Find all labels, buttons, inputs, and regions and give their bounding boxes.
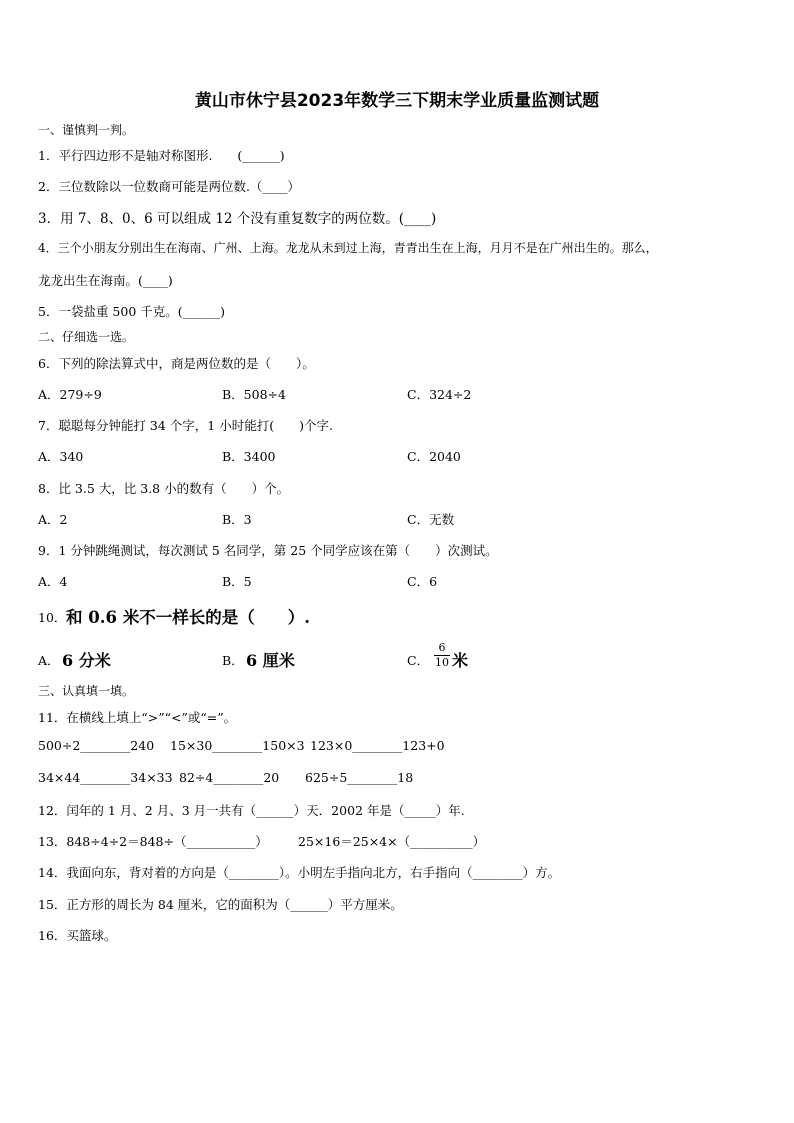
option-10c-unit: 米	[452, 651, 469, 670]
section-heading-1: 一、谨慎判一判。	[38, 123, 135, 137]
compare-item-4: 34×44________34×33	[38, 770, 173, 785]
page-title: 黄山市休宁县2023年数学三下期末学业质量监测试题	[194, 91, 600, 111]
option-7b[interactable]: B．3400	[222, 449, 276, 464]
question-6: 6．下列的除法算式中，商是两位数的是（ ）。	[38, 356, 315, 371]
option-10b-label[interactable]: B．	[222, 653, 244, 668]
option-8c[interactable]: C．无数	[407, 512, 455, 527]
compare-item-6: 625÷5________18	[305, 770, 414, 785]
question-2: 2．三位数除以一位数商可能是两位数.（____）	[38, 179, 300, 194]
option-7a[interactable]: A．340	[38, 449, 84, 464]
option-6a[interactable]: A．279÷9	[38, 387, 102, 402]
question-10-number: 10．	[38, 610, 67, 625]
option-10c-fraction[interactable]	[434, 641, 450, 670]
compare-item-5: 82÷4________20	[179, 770, 280, 785]
question-4-line-2: 龙龙出生在海南。(____)	[38, 273, 173, 288]
question-4-line-1: 4．三个小朋友分别出生在海南、广州、上海。龙龙从未到过上海，青青出生在上海，月月不是在广州出生的。那么，	[38, 241, 658, 255]
question-14: 14．我面向东，背对着的方向是（________）。小明左手指向北方，右手指向（________）方。	[38, 865, 561, 880]
compare-item-2: 15×30________150×3	[170, 738, 305, 753]
question-15: 15．正方形的周长为 84 厘米，它的面积为（______）平方厘米。	[38, 897, 403, 912]
question-9: 9．1 分钟跳绳测试，每次测试 5 名同学，第 25 个同学应该在第（ ）次测试。	[38, 543, 498, 558]
fraction-denominator: 10	[435, 656, 449, 669]
option-7c[interactable]: C．2040	[407, 449, 461, 464]
option-9b[interactable]: B．5	[222, 574, 252, 589]
question-1: 1．平行四边形不是轴对称图形. (______)	[38, 148, 285, 163]
option-8b[interactable]: B．3	[222, 512, 252, 527]
question-7: 7．聪聪每分钟能打 34 个字，1 小时能打( )个字.	[38, 418, 333, 433]
question-5: 5．一袋盐重 500 千克。(______)	[38, 304, 226, 319]
option-9c[interactable]: C．6	[407, 574, 438, 589]
section-heading-2: 二、仔细选一选。	[38, 330, 135, 344]
option-6c[interactable]: C．324÷2	[407, 387, 472, 402]
question-10: 和 0.6 米不一样长的是（ ）.	[66, 608, 310, 627]
option-6b[interactable]: B．508÷4	[222, 387, 286, 402]
question-12: 12．闰年的 1 月、2 月、3 月一共有（______）天．2002 年是（_____）年.	[38, 803, 465, 818]
question-3: 3．用 7、8、0、6 可以组成 12 个没有重复数字的两位数。(____)	[38, 211, 437, 227]
question-11: 11．在横线上填上“>”“<”或“=”。	[38, 710, 237, 725]
fraction-numerator: 6	[434, 641, 450, 656]
option-10a[interactable]: 6 分米	[62, 651, 111, 670]
question-13b: 25×16＝25×4×（__________）	[298, 834, 486, 849]
compare-item-1: 500÷2________240	[38, 738, 155, 753]
question-8: 8．比 3.5 大，比 3.8 小的数有（ ）个。	[38, 481, 290, 496]
question-13a: 13．848÷4÷2＝848÷（___________）	[38, 834, 268, 849]
option-9a[interactable]: A．4	[38, 574, 68, 589]
option-10a-label[interactable]: A．	[38, 653, 60, 668]
option-10b[interactable]: 6 厘米	[246, 651, 295, 670]
compare-item-3: 123×0________123+0	[310, 738, 445, 753]
option-10c-label[interactable]: C．	[407, 653, 430, 668]
question-16: 16．买篮球。	[38, 928, 117, 943]
option-8a[interactable]: A．2	[38, 512, 68, 527]
section-heading-3: 三、认真填一填。	[38, 684, 135, 698]
